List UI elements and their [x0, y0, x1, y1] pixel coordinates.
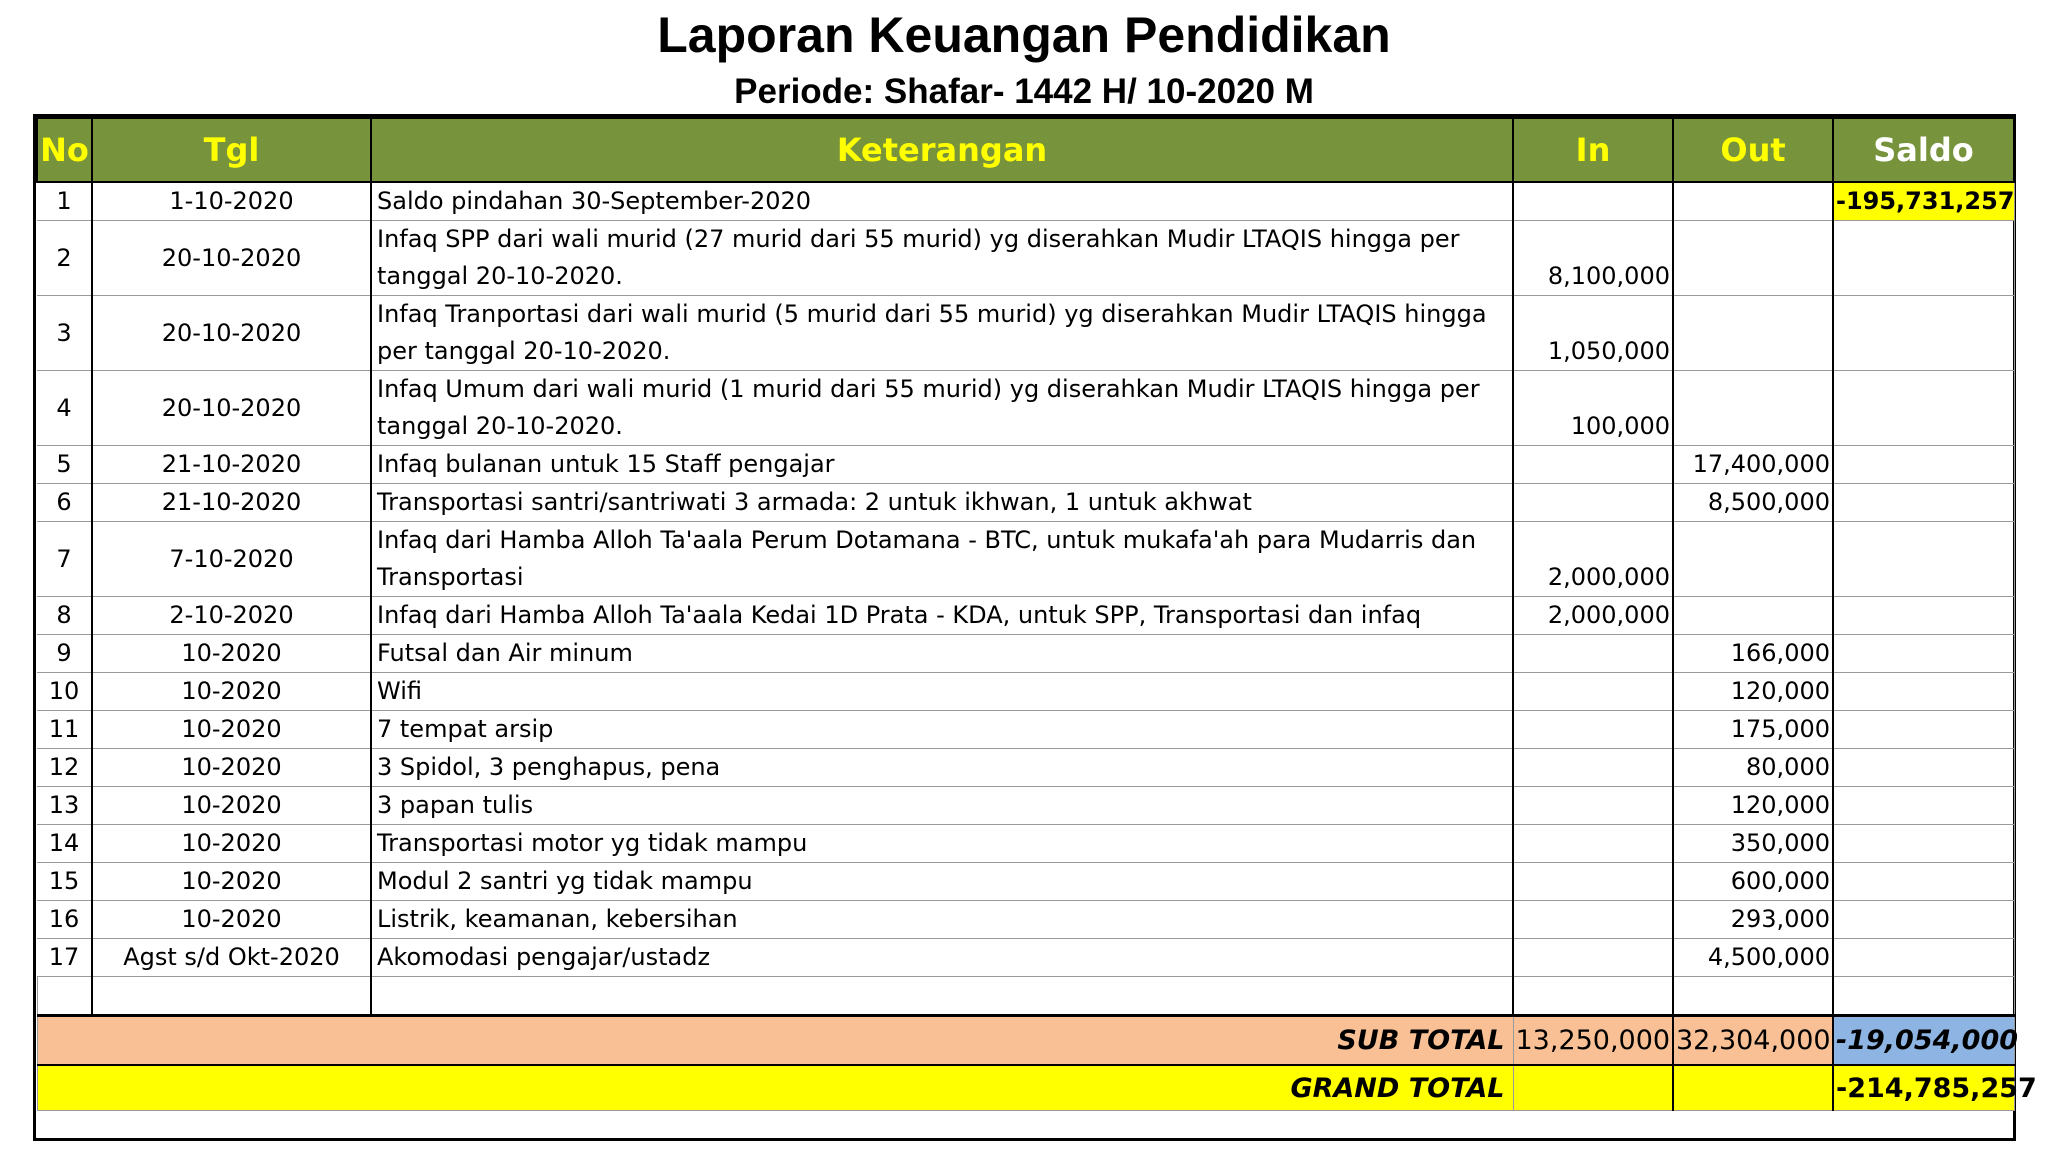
row-saldo[interactable] — [1833, 939, 2014, 977]
row-in[interactable] — [1513, 863, 1673, 901]
row-no[interactable]: 14 — [37, 825, 92, 863]
row-saldo[interactable] — [1833, 863, 2014, 901]
row-in[interactable] — [1513, 635, 1673, 673]
row-description[interactable]: Listrik, keamanan, kebersihan — [371, 901, 1513, 939]
row-no[interactable]: 13 — [37, 787, 92, 825]
table-row — [37, 484, 2014, 522]
column-header-tgl[interactable]: Tgl — [92, 118, 371, 182]
row-saldo[interactable] — [1833, 597, 2014, 635]
table-row — [37, 863, 2014, 901]
subtotal-row — [37, 1016, 2014, 1066]
row-date[interactable]: 20-10-2020 — [92, 296, 371, 371]
row-description[interactable]: Futsal dan Air minum — [371, 635, 1513, 673]
row-date[interactable]: 21-10-2020 — [92, 446, 371, 484]
row-date[interactable]: 20-10-2020 — [92, 371, 371, 446]
row-out[interactable]: 8,500,000 — [1673, 484, 1833, 522]
row-in[interactable]: 2,000,000 — [1513, 522, 1673, 597]
row-no[interactable]: 6 — [37, 484, 92, 522]
table-row — [37, 635, 2014, 673]
row-description[interactable]: Modul 2 santri yg tidak mampu — [371, 863, 1513, 901]
table-cell[interactable] — [1673, 977, 1833, 1016]
grandtotal-saldo[interactable]: -214,785,257 — [1833, 1065, 2014, 1111]
blank-row — [37, 977, 2014, 1016]
row-no[interactable]: 12 — [37, 749, 92, 787]
table-row — [37, 446, 2014, 484]
row-description[interactable]: Infaq Umum dari wali murid (1 murid dari 55 murid) yg diserahkan Mudir LTAQIS hingga per tanggal 20-10-2020. — [371, 371, 1513, 446]
row-out[interactable]: 17,400,000 — [1673, 446, 1833, 484]
grandtotal-row — [37, 1065, 2014, 1111]
row-no[interactable]: 7 — [37, 522, 92, 597]
row-in[interactable] — [1513, 711, 1673, 749]
row-in[interactable] — [1513, 939, 1673, 977]
row-saldo[interactable] — [1833, 635, 2014, 673]
row-saldo[interactable] — [1833, 749, 2014, 787]
row-date[interactable]: 7-10-2020 — [92, 522, 371, 597]
row-description[interactable]: Transportasi santri/santriwati 3 armada: 2 untuk ikhwan, 1 untuk akhwat — [371, 484, 1513, 522]
table-row — [37, 597, 2014, 635]
row-saldo[interactable] — [1833, 787, 2014, 825]
row-date[interactable]: 10-2020 — [92, 749, 371, 787]
row-out[interactable]: 120,000 — [1673, 787, 1833, 825]
row-date[interactable]: 10-2020 — [92, 863, 371, 901]
report-sheet — [33, 114, 2037, 1141]
row-date[interactable]: 10-2020 — [92, 901, 371, 939]
row-in[interactable]: 2,000,000 — [1513, 597, 1673, 635]
row-out[interactable]: 350,000 — [1673, 825, 1833, 863]
row-saldo[interactable] — [1833, 221, 2014, 296]
row-out[interactable] — [1673, 221, 1833, 296]
grandtotal-out[interactable] — [1673, 1065, 1833, 1111]
row-out[interactable] — [1673, 296, 1833, 371]
table-row — [37, 673, 2014, 711]
row-in[interactable]: 1,050,000 — [1513, 296, 1673, 371]
row-no[interactable]: 10 — [37, 673, 92, 711]
row-in[interactable] — [1513, 901, 1673, 939]
row-description[interactable]: Wifi — [371, 673, 1513, 711]
row-in[interactable] — [1513, 825, 1673, 863]
table-body — [37, 182, 2014, 977]
table-cell[interactable] — [1513, 977, 1673, 1016]
row-date[interactable]: Agst s/d Okt-2020 — [92, 939, 371, 977]
grandtotal-in[interactable] — [1513, 1065, 1673, 1111]
row-saldo[interactable] — [1833, 711, 2014, 749]
report-title: Laporan Keuangan Pendidikan — [657, 7, 1391, 63]
row-description[interactable]: Saldo pindahan 30-September-2020 — [371, 182, 1513, 221]
row-no[interactable]: 1 — [37, 182, 92, 221]
row-description[interactable]: Infaq dari Hamba Alloh Ta'aala Perum Dotamana - BTC, untuk mukafa'ah para Mudarris dan Transportasi — [371, 522, 1513, 597]
row-date[interactable]: 10-2020 — [92, 673, 371, 711]
table-cell[interactable] — [1833, 977, 2014, 1016]
subtotal-label: SUB TOTAL — [37, 1016, 1513, 1066]
row-saldo[interactable] — [1833, 296, 2014, 371]
row-date[interactable]: 1-10-2020 — [92, 182, 371, 221]
row-description[interactable]: 3 papan tulis — [371, 787, 1513, 825]
row-no[interactable]: 3 — [37, 296, 92, 371]
subtotal-saldo[interactable]: -19,054,000 — [1833, 1016, 2014, 1066]
column-header-keterangan[interactable]: Keterangan — [371, 118, 1513, 182]
row-out[interactable]: 80,000 — [1673, 749, 1833, 787]
row-no[interactable]: 4 — [37, 371, 92, 446]
table-row — [37, 182, 2014, 221]
row-date[interactable]: 10-2020 — [92, 711, 371, 749]
row-saldo[interactable] — [1833, 522, 2014, 597]
row-saldo[interactable] — [1833, 371, 2014, 446]
row-no[interactable]: 2 — [37, 221, 92, 296]
row-saldo[interactable] — [1833, 673, 2014, 711]
row-no[interactable]: 8 — [37, 597, 92, 635]
row-no[interactable]: 11 — [37, 711, 92, 749]
row-description[interactable]: Infaq dari Hamba Alloh Ta'aala Kedai 1D Prata - KDA, untuk SPP, Transportasi dan infaq — [371, 597, 1513, 635]
table-cell[interactable] — [37, 977, 92, 1016]
row-date[interactable]: 10-2020 — [92, 635, 371, 673]
row-no[interactable]: 5 — [37, 446, 92, 484]
subtotal-out[interactable]: 32,304,000 — [1673, 1016, 1833, 1066]
table-cell[interactable] — [371, 977, 1513, 1016]
row-out[interactable]: 120,000 — [1673, 673, 1833, 711]
row-date[interactable]: 20-10-2020 — [92, 221, 371, 296]
row-no[interactable]: 15 — [37, 863, 92, 901]
column-header-in[interactable]: In — [1513, 118, 1673, 182]
row-in[interactable] — [1513, 182, 1673, 221]
row-in[interactable]: 8,100,000 — [1513, 221, 1673, 296]
report-period: Periode: Shafar- 1442 H/ 10-2020 M — [734, 72, 1314, 111]
column-header-out[interactable]: Out — [1673, 118, 1833, 182]
grandtotal-label: GRAND TOTAL — [37, 1065, 1513, 1111]
table-header-row — [37, 118, 2014, 182]
row-date[interactable]: 10-2020 — [92, 825, 371, 863]
finance-table — [36, 117, 2037, 1111]
row-out[interactable]: 175,000 — [1673, 711, 1833, 749]
row-description[interactable]: Infaq SPP dari wali murid (27 murid dari 55 murid) yg diserahkan Mudir LTAQIS hingga per tanggal 20-10-2020. — [371, 221, 1513, 296]
row-in[interactable] — [1513, 673, 1673, 711]
row-out[interactable]: 4,500,000 — [1673, 939, 1833, 977]
table-row — [37, 939, 2014, 977]
row-out[interactable]: 166,000 — [1673, 635, 1833, 673]
table-row — [37, 711, 2014, 749]
row-out[interactable] — [1673, 371, 1833, 446]
column-header-no[interactable]: No — [37, 118, 92, 182]
table-row — [37, 371, 2014, 446]
row-date[interactable]: 10-2020 — [92, 787, 371, 825]
table-row — [37, 221, 2014, 296]
row-in[interactable] — [1513, 484, 1673, 522]
row-no[interactable]: 16 — [37, 901, 92, 939]
row-saldo[interactable] — [1833, 484, 2014, 522]
table-row — [37, 522, 2014, 597]
row-saldo[interactable]: -195,731,257 — [1833, 182, 2014, 221]
row-in[interactable] — [1513, 749, 1673, 787]
table-cell[interactable] — [92, 977, 371, 1016]
subtotal-in[interactable]: 13,250,000 — [1513, 1016, 1673, 1066]
row-description[interactable]: Infaq Tranportasi dari wali murid (5 murid dari 55 murid) yg diserahkan Mudir LTAQIS hingga per tanggal 20-10-2020. — [371, 296, 1513, 371]
row-in[interactable] — [1513, 446, 1673, 484]
row-saldo[interactable] — [1833, 446, 2014, 484]
row-in[interactable] — [1513, 787, 1673, 825]
row-description[interactable]: 7 tempat arsip — [371, 711, 1513, 749]
row-description[interactable]: Infaq bulanan untuk 15 Staff pengajar — [371, 446, 1513, 484]
row-in[interactable]: 100,000 — [1513, 371, 1673, 446]
row-out[interactable] — [1673, 597, 1833, 635]
row-no[interactable]: 17 — [37, 939, 92, 977]
row-saldo[interactable] — [1833, 901, 2014, 939]
row-saldo[interactable] — [1833, 825, 2014, 863]
table-row — [37, 787, 2014, 825]
row-out[interactable]: 293,000 — [1673, 901, 1833, 939]
table-row — [37, 825, 2014, 863]
row-out[interactable]: 600,000 — [1673, 863, 1833, 901]
column-header-saldo[interactable]: Saldo — [1833, 118, 2014, 182]
row-out[interactable] — [1673, 522, 1833, 597]
table-row — [37, 901, 2014, 939]
table-row — [37, 296, 2014, 371]
table-row — [37, 749, 2014, 787]
row-description[interactable]: 3 Spidol, 3 penghapus, pena — [371, 749, 1513, 787]
row-out[interactable] — [1673, 182, 1833, 221]
row-no[interactable]: 9 — [37, 635, 92, 673]
row-description[interactable]: Akomodasi pengajar/ustadz — [371, 939, 1513, 977]
row-date[interactable]: 21-10-2020 — [92, 484, 371, 522]
row-description[interactable]: Transportasi motor yg tidak mampu — [371, 825, 1513, 863]
row-date[interactable]: 2-10-2020 — [92, 597, 371, 635]
